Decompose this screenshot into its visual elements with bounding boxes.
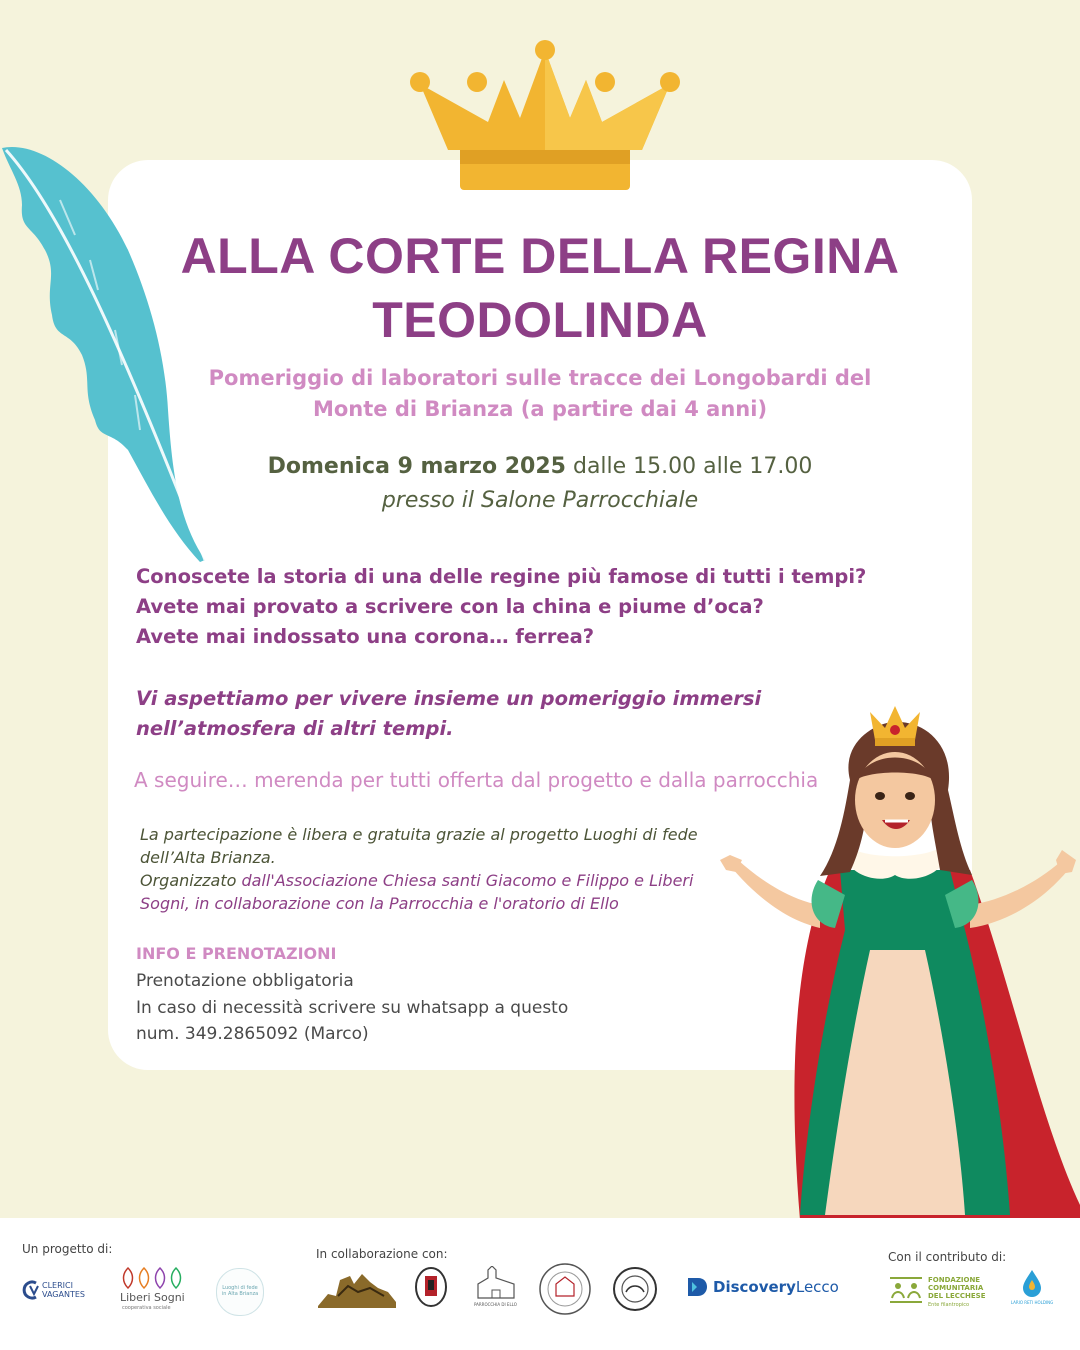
fondazione-sub: Ente filantropico: [928, 1302, 970, 1308]
liberi-sogni-icon: [120, 1266, 186, 1290]
contrib-label: Con il contributo di:: [888, 1250, 1007, 1264]
event-title: [120, 224, 960, 352]
lecco-word: Lecco: [795, 1278, 839, 1296]
fondazione-logo: [888, 1276, 998, 1310]
event-time: dalle 15.00 alle 17.00: [565, 454, 813, 479]
event-title-line1: ALLA CORTE DELLA REGINA: [180, 228, 900, 284]
luoghi-di-fede-logo: [216, 1268, 264, 1316]
event-title-line2: TEODOLINDA: [372, 292, 708, 348]
credits-line2: dell’Alta Brianza.: [140, 848, 276, 867]
invite-line2: nell’atmosfera di altri tempi.: [136, 717, 454, 740]
parrocchia-logo: [474, 1266, 518, 1312]
liberi-sogni-sub: cooperativa sociale: [122, 1305, 171, 1311]
crown-icon: [408, 38, 680, 196]
clerici-line1: CLERICI: [42, 1281, 73, 1290]
queen-illustration: [720, 700, 1080, 1220]
lario-reti-text: LARIO RETI HOLDING: [1010, 1300, 1054, 1305]
clerici-vagantes-text: [42, 1281, 85, 1299]
luoghi-line1: Luoghi di fede: [222, 1285, 258, 1291]
question-1: Conoscete la storia di una delle regine più famose di tutti i tempi?: [136, 565, 867, 588]
event-place: presso il Salone Parrocchiale: [381, 488, 699, 513]
info-body: [136, 968, 568, 1048]
water-drop-icon: [1017, 1268, 1047, 1298]
info-heading: INFO E PRENOTAZIONI: [136, 944, 337, 963]
project-label: Un progetto di:: [22, 1242, 113, 1256]
fondazione-icon: [888, 1276, 924, 1304]
info-line2: In caso di necessità scrivere su whatsapp a questo: [136, 997, 569, 1018]
event-date: [170, 454, 910, 479]
lario-reti-logo: [1010, 1268, 1054, 1312]
fondazione-text: [928, 1276, 985, 1300]
snack-note: A seguire… merenda per tutti offerta dal progetto e dalla parrocchia: [134, 768, 819, 792]
invite-line1: Vi aspettiamo per vivere insieme un pomeriggio immersi: [136, 687, 762, 710]
question-2: Avete mai provato a scrivere con la china e piume d’oca?: [136, 595, 764, 618]
collab-label: In collaborazione con:: [316, 1247, 448, 1261]
event-subtitle: [170, 363, 910, 425]
parrocchia-text: PARROCCHIA DI ELLO: [474, 1302, 517, 1307]
association-seal-logo: [538, 1262, 592, 1316]
discovery-word: Discovery: [713, 1278, 796, 1296]
church-icon: [474, 1266, 518, 1300]
credits-line1: La partecipazione è libera e gratuita grazie al progetto Luoghi di fede: [140, 825, 698, 844]
credits-org-prefix: Organizzato: [140, 871, 242, 890]
fondazione-line2: COMUNITARIA: [928, 1284, 984, 1292]
subtitle-line1: Pomeriggio di laboratori sulle tracce dei Longobardi del: [208, 366, 872, 390]
ruins-logo: [318, 1266, 396, 1308]
liberi-sogni-name: Liberi Sogni: [120, 1291, 185, 1304]
shield-logo: [414, 1266, 448, 1308]
oratorio-seal-logo: [612, 1266, 658, 1312]
credits-org-line2: Sogni, in collaborazione con la Parrocchia e l'oratorio di Ello: [140, 894, 619, 913]
discovery-lecco-icon: [686, 1276, 708, 1298]
info-line1: Prenotazione obbligatoria: [136, 971, 354, 991]
discovery-lecco-logo: [686, 1276, 839, 1300]
fondazione-line3: DEL LECCHESE: [928, 1292, 986, 1300]
clerici-vagantes-icon: [22, 1280, 40, 1300]
liberi-sogni-logo: [118, 1266, 188, 1316]
info-line3: num. 349.2865092 (Marco): [136, 1024, 369, 1044]
invite-block: [136, 684, 761, 744]
clerici-vagantes-logo: [22, 1278, 102, 1304]
credits-org-text: dall'Associazione Chiesa santi Giacomo e Filippo e Liberi: [241, 871, 694, 890]
luoghi-di-fede-text: [220, 1285, 260, 1297]
subtitle-line2: Monte di Brianza (a partire dai 4 anni): [312, 397, 768, 421]
event-date-bold: Domenica 9 marzo 2025: [267, 454, 566, 479]
clerici-line2: VAGANTES: [42, 1290, 85, 1299]
credits-block: [140, 823, 740, 915]
credits-org-line1: [140, 869, 740, 892]
question-3: Avete mai indossato una corona… ferrea?: [136, 625, 595, 648]
luoghi-line2: in Alta Brianza: [221, 1291, 259, 1297]
questions-block: [136, 562, 866, 652]
footer-logos: [0, 1218, 1080, 1350]
discovery-lecco-text: [713, 1278, 839, 1296]
fondazione-line1: FONDAZIONE: [928, 1276, 981, 1284]
